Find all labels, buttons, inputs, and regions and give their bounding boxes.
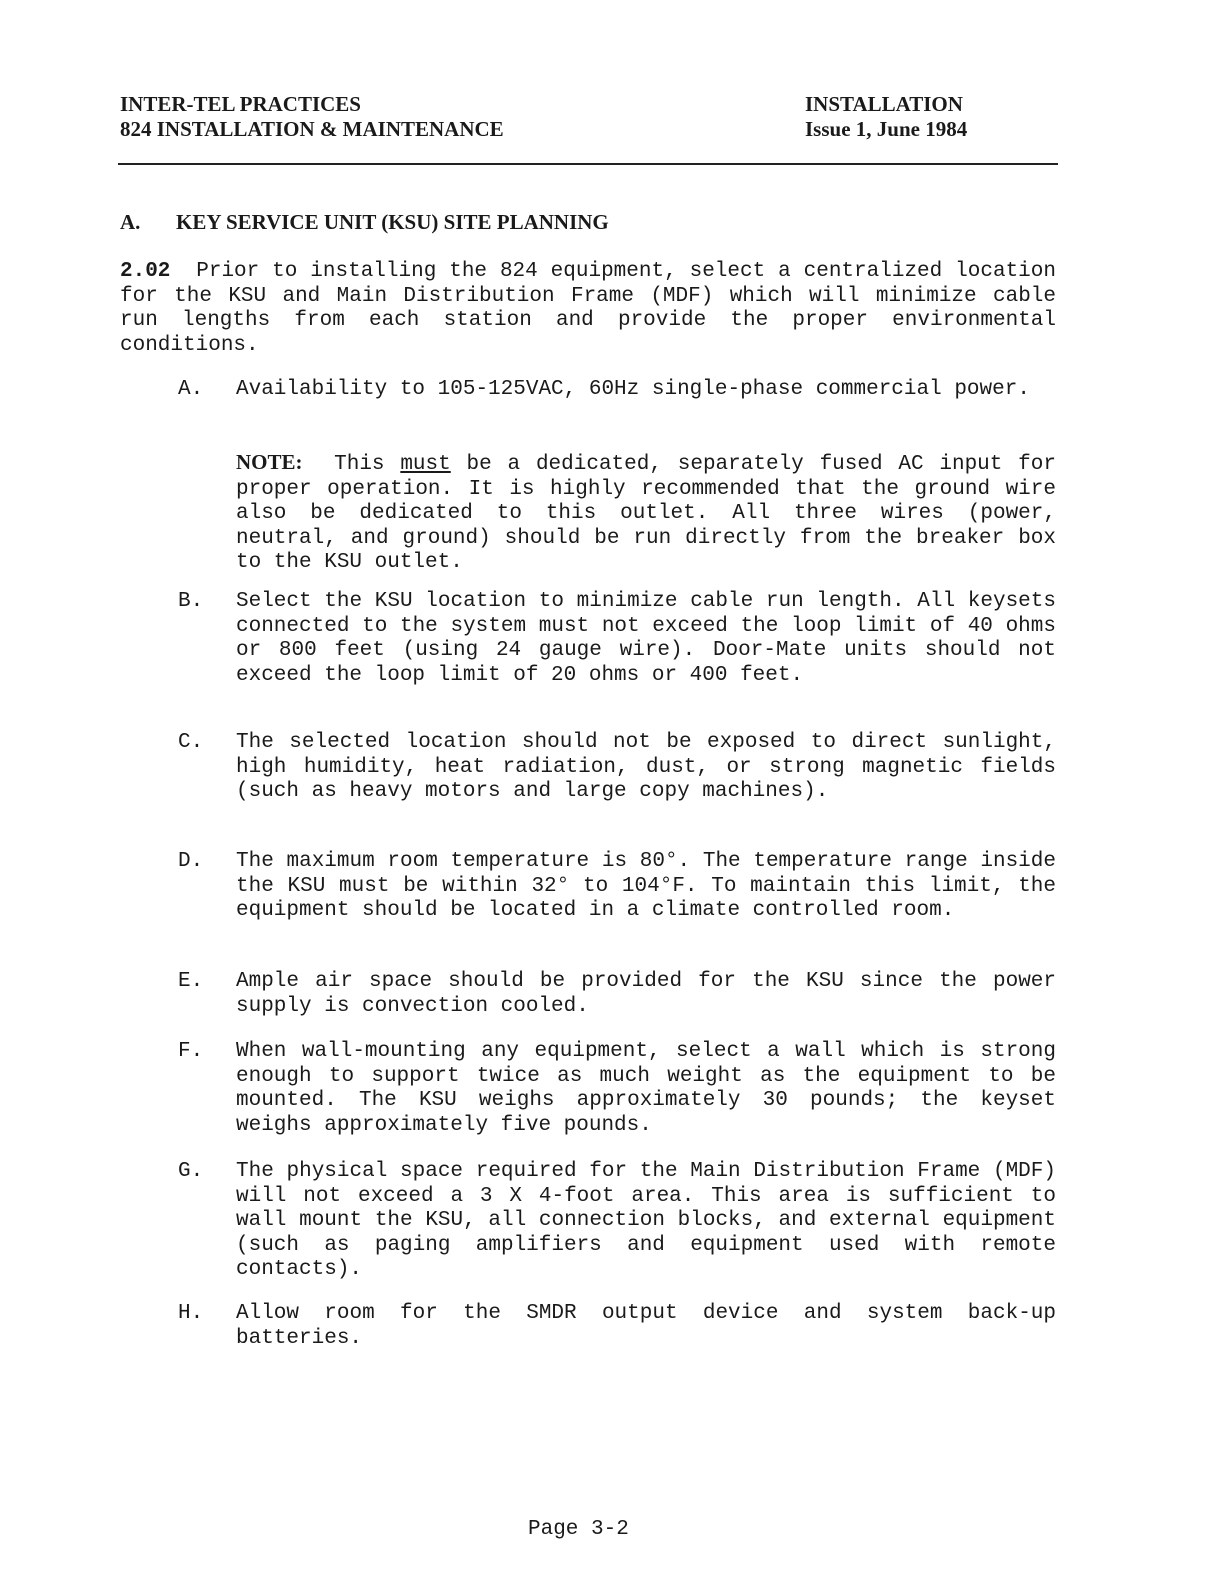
header-rule (118, 163, 1058, 165)
header-right (805, 92, 967, 142)
section-heading (120, 210, 609, 235)
intro-text: Prior to installing the 824 equipment, select a centralized location for the KSU and Main Distribution Frame (MDF) which will minimize cable run lengths from each station and provide the proper environmental conditions. (120, 260, 1056, 357)
header-manual-title: 824 INSTALLATION & MAINTENANCE (120, 117, 504, 141)
item-text: The selected location should not be exposed to direct sunlight, high humidity, heat radiation, dust, or strong magnetic fields (such as heavy motors and large copy machines). (236, 731, 1056, 803)
item-text: Select the KSU location to minimize cable run length. All keysets connected to the system must not exceed the loop limit of 40 ohms or 800 feet (using 24 gauge wire). Door-Mate units should not exceed the loop limit of 20 ohms or 400 feet. (236, 590, 1056, 687)
note-text-after: be a dedicated, separately fused AC input for proper operation. It is highly recommended that the ground wire also be dedicated to this outlet. All three wires (power, neutral, and ground) should be run directly from the breaker box to the KSU outlet. (236, 453, 1056, 574)
item-text: The maximum room temperature is 80°. The temperature range inside the KSU must be within 32° to 104°F. To maintain this limit, the equipment should be located in a climate controlled room. (236, 850, 1056, 922)
intro-paragraph (120, 260, 1056, 358)
item-label: C. (178, 731, 204, 754)
item-label: A. (178, 378, 204, 401)
header-practices: INTER-TEL PRACTICES (120, 92, 361, 116)
note-text-before: This (334, 453, 385, 476)
item-text: The physical space required for the Main Distribution Frame (MDF) will not exceed a 3 X 4-foot area. This area is sufficient to wall mount the KSU, all connection blocks, and external equipment (such as paging amplifiers and equipment used with remote contacts). (236, 1160, 1056, 1281)
section-title: KEY SERVICE UNIT (KSU) SITE PLANNING (176, 210, 609, 234)
item-text: When wall-mounting any equipment, select a wall which is strong enough to support twice as much weight as the equipment to be mounted. The KSU weighs approximately 30 pounds; the keyset weighs approximately five pounds. (236, 1040, 1056, 1137)
header-left (120, 92, 504, 142)
paragraph-number: 2.02 (120, 260, 171, 283)
note-block (236, 450, 1056, 576)
item-text: Allow room for the SMDR output device and system back-up batteries. (236, 1302, 1056, 1350)
header-issue: Issue 1, June 1984 (805, 117, 968, 141)
item-label: E. (178, 970, 204, 993)
item-label: B. (178, 590, 204, 613)
item-text: Ample air space should be provided for the KSU since the power supply is convection cooled. (236, 970, 1056, 1018)
page-number: Page 3-2 (528, 1518, 629, 1541)
item-text: Availability to 105-125VAC, 60Hz single-phase commercial power. (236, 378, 1030, 401)
item-label: H. (178, 1302, 204, 1325)
item-label: F. (178, 1040, 204, 1063)
note-emphasis: must (400, 453, 451, 476)
item-label: D. (178, 850, 204, 873)
section-letter: A. (120, 210, 141, 234)
header-section: INSTALLATION (805, 92, 963, 116)
note-label: NOTE: (236, 450, 303, 474)
item-label: G. (178, 1160, 204, 1183)
